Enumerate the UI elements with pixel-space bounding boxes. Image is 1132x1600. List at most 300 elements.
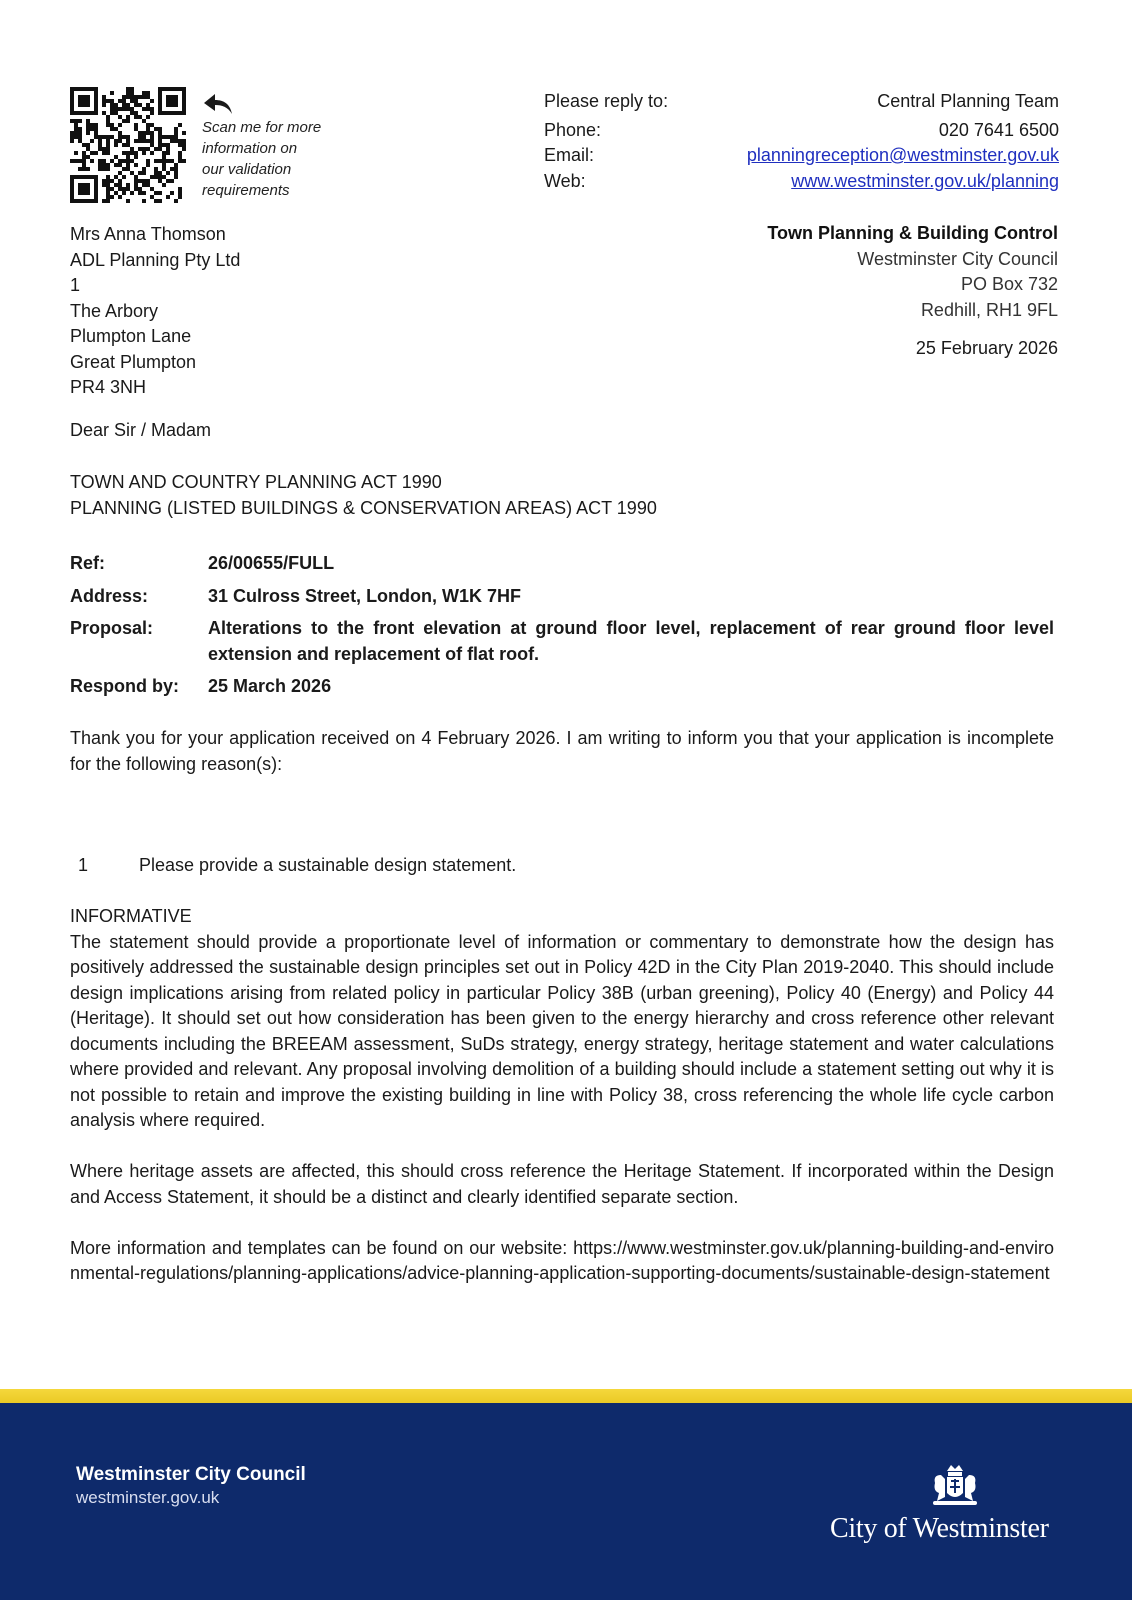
qr-module: [182, 91, 186, 95]
qr-module: [114, 175, 118, 179]
qr-module: [82, 87, 86, 91]
qr-module: [122, 167, 126, 171]
qr-module: [106, 143, 110, 147]
qr-module: [154, 167, 158, 171]
detail-label: Proposal:: [70, 618, 154, 638]
qr-module: [170, 95, 174, 99]
qr-module: [98, 147, 102, 151]
informative-heading: INFORMATIVE: [70, 906, 192, 926]
qr-module: [122, 119, 126, 123]
qr-module: [134, 95, 138, 99]
qr-module: [94, 91, 98, 95]
qr-module: [170, 103, 174, 107]
qr-module: [182, 131, 186, 135]
qr-module: [142, 191, 146, 195]
qr-module: [78, 99, 82, 103]
qr-module: [102, 147, 106, 151]
reply-label: Please reply to:: [544, 91, 669, 111]
qr-module: [142, 179, 146, 183]
qr-module: [170, 135, 174, 139]
qr-module: [158, 131, 162, 135]
qr-module: [142, 183, 146, 187]
qr-module: [122, 187, 126, 191]
qr-module: [150, 143, 154, 147]
qr-module: [166, 147, 170, 151]
qr-module: [178, 195, 182, 199]
qr-module: [82, 191, 86, 195]
council-line: Westminster City Council: [857, 248, 1058, 269]
qr-module: [118, 187, 122, 191]
qr-module: [166, 143, 170, 147]
qr-module: [122, 103, 126, 107]
qr-module: [98, 143, 102, 147]
qr-module: [94, 127, 98, 131]
qr-module: [106, 99, 110, 103]
qr-caption-line: Scan me for more: [202, 119, 322, 136]
qr-module: [162, 135, 166, 139]
qr-module: [78, 159, 82, 163]
qr-module: [170, 167, 174, 171]
qr-module: [94, 95, 98, 99]
qr-module: [118, 131, 122, 135]
qr-module: [90, 175, 94, 179]
qr-module: [110, 123, 114, 127]
qr-module: [86, 183, 90, 187]
qr-code[interactable]: [70, 87, 186, 203]
qr-module: [94, 179, 98, 183]
qr-module: [114, 139, 118, 143]
qr-module: [158, 147, 162, 151]
qr-module: [158, 111, 162, 115]
qr-module: [182, 107, 186, 111]
qr-module: [162, 183, 166, 187]
qr-module: [94, 99, 98, 103]
qr-module: [130, 111, 134, 115]
qr-module: [106, 135, 110, 139]
qr-module: [110, 195, 114, 199]
qr-module: [166, 135, 170, 139]
qr-module: [70, 191, 74, 195]
qr-module: [86, 175, 90, 179]
qr-module: [146, 163, 150, 167]
qr-module: [122, 159, 126, 163]
qr-module: [106, 191, 110, 195]
reply-team: Central Planning Team: [877, 91, 1059, 111]
qr-module: [142, 151, 146, 155]
email-link[interactable]: planningreception@westminster.gov.uk: [746, 145, 1059, 165]
qr-module: [110, 179, 114, 183]
qr-module: [114, 191, 118, 195]
qr-module: [126, 119, 130, 123]
qr-module: [122, 151, 126, 155]
recipient-line: Great Plumpton: [70, 351, 197, 372]
qr-module: [174, 175, 178, 179]
qr-module: [130, 91, 134, 95]
qr-module: [162, 163, 166, 167]
qr-module: [134, 139, 138, 143]
qr-module: [162, 159, 166, 163]
qr-module: [86, 127, 90, 131]
qr-module: [126, 187, 130, 191]
recipient-line: Mrs Anna Thomson: [70, 224, 226, 244]
qr-module: [82, 183, 86, 187]
qr-module: [126, 91, 130, 95]
qr-module: [118, 107, 122, 111]
qr-module: [82, 159, 86, 163]
respond-by-date: 25 March 2026: [208, 676, 332, 696]
qr-module: [174, 199, 178, 203]
qr-module: [158, 99, 162, 103]
footer-brand-name: City of Westminster: [830, 1513, 1049, 1544]
qr-module: [118, 171, 122, 175]
qr-module: [106, 139, 110, 143]
qr-module: [134, 175, 138, 179]
footer-url: westminster.gov.uk: [76, 1488, 220, 1507]
qr-module: [166, 179, 170, 183]
qr-module: [138, 179, 142, 183]
qr-module: [90, 199, 94, 203]
phone-number: 020 7641 6500: [938, 119, 1059, 140]
qr-module: [174, 127, 178, 131]
qr-module: [142, 139, 146, 143]
qr-module: [106, 195, 110, 199]
detail-row-proposal: [70, 616, 1054, 667]
qr-module: [122, 135, 126, 139]
qr-module: [182, 103, 186, 107]
qr-module: [146, 103, 150, 107]
qr-module: [134, 183, 138, 187]
qr-module: [170, 111, 174, 115]
qr-module: [114, 111, 118, 115]
recipient-line: PR4 3NH: [70, 377, 147, 397]
qr-module: [70, 139, 74, 143]
qr-module: [166, 151, 170, 155]
qr-module: [74, 123, 78, 127]
qr-module: [166, 159, 170, 163]
qr-module: [158, 91, 162, 95]
qr-module: [146, 131, 150, 135]
qr-module: [106, 199, 110, 203]
qr-module: [78, 191, 82, 195]
qr-module: [166, 95, 170, 99]
qr-module: [78, 139, 82, 143]
detail-label: Ref:: [70, 553, 105, 573]
qr-module: [118, 159, 122, 163]
qr-module: [158, 179, 162, 183]
informative-paragraph: Where heritage assets are affected, this should cross reference the Heritage Statement. If incorporated within the Design and Access Statement, it should be a distinct and clearly identified separate section.: [70, 1161, 1054, 1207]
qr-module: [158, 199, 162, 203]
qr-module: [102, 199, 106, 203]
qr-module: [106, 183, 110, 187]
qr-module: [126, 143, 130, 147]
qr-module: [118, 195, 122, 199]
qr-module: [162, 155, 166, 159]
reason-number: 1: [78, 855, 89, 875]
qr-module: [82, 151, 86, 155]
qr-module: [110, 135, 114, 139]
qr-module: [178, 143, 182, 147]
qr-module: [134, 99, 138, 103]
reason-text: Please provide a sustainable design statement.: [139, 855, 517, 875]
qr-module: [78, 187, 82, 191]
qr-module: [90, 123, 94, 127]
qr-module: [158, 95, 162, 99]
qr-module: [106, 119, 110, 123]
qr-module: [102, 103, 106, 107]
qr-module: [178, 139, 182, 143]
qr-module: [142, 147, 146, 151]
qr-module: [134, 103, 138, 107]
qr-module: [114, 127, 118, 131]
qr-module: [154, 175, 158, 179]
detail-row-ref: [70, 551, 1054, 577]
qr-module: [158, 191, 162, 195]
qr-module: [70, 179, 74, 183]
qr-module: [138, 191, 142, 195]
qr-module: [106, 187, 110, 191]
coat-of-arms-icon: [925, 1463, 985, 1507]
qr-module: [110, 107, 114, 111]
qr-module: [162, 175, 166, 179]
qr-module: [98, 163, 102, 167]
qr-module: [70, 195, 74, 199]
qr-module: [102, 111, 106, 115]
qr-module: [78, 131, 82, 135]
qr-module: [178, 191, 182, 195]
qr-module: [138, 171, 142, 175]
qr-module: [94, 107, 98, 111]
qr-module: [86, 131, 90, 135]
qr-module: [86, 147, 90, 151]
qr-module: [78, 175, 82, 179]
qr-module: [90, 139, 94, 143]
qr-module: [174, 167, 178, 171]
qr-module: [182, 159, 186, 163]
qr-module: [146, 183, 150, 187]
qr-module: [158, 159, 162, 163]
qr-module: [110, 187, 114, 191]
qr-module: [82, 111, 86, 115]
qr-module: [146, 91, 150, 95]
qr-module: [170, 87, 174, 91]
qr-module: [126, 107, 130, 111]
qr-module: [102, 163, 106, 167]
qr-module: [174, 131, 178, 135]
qr-module: [182, 143, 186, 147]
qr-caption-line: our validation: [202, 161, 292, 178]
qr-module: [126, 167, 130, 171]
qr-module: [70, 111, 74, 115]
qr-module: [86, 167, 90, 171]
qr-module: [178, 151, 182, 155]
qr-module: [74, 135, 78, 139]
qr-module: [154, 171, 158, 175]
qr-module: [158, 175, 162, 179]
qr-module: [82, 163, 86, 167]
web-link[interactable]: www.westminster.gov.uk/planning: [791, 170, 1059, 191]
qr-module: [158, 127, 162, 131]
qr-module: [70, 119, 74, 123]
qr-module: [114, 143, 118, 147]
qr-module: [166, 111, 170, 115]
phone-label: Phone:: [544, 119, 602, 140]
qr-module: [150, 111, 154, 115]
qr-module: [94, 183, 98, 187]
qr-module: [170, 191, 174, 195]
qr-module: [142, 91, 146, 95]
qr-module: [106, 179, 110, 183]
qr-module: [86, 95, 90, 99]
detail-row-respond-by: [70, 674, 1054, 700]
proposal-text: Alterations to the front elevation at ground floor level, replacement of rear ground floor level extension and replacement of flat roof.: [208, 618, 1054, 664]
qr-module: [118, 123, 122, 127]
qr-module: [90, 151, 94, 155]
qr-module: [86, 191, 90, 195]
qr-module: [70, 187, 74, 191]
qr-module: [174, 103, 178, 107]
qr-module: [182, 99, 186, 103]
qr-module: [70, 159, 74, 163]
qr-module: [94, 191, 98, 195]
qr-module: [122, 99, 126, 103]
qr-module: [114, 155, 118, 159]
qr-module: [130, 151, 134, 155]
qr-module: [150, 107, 154, 111]
qr-module: [126, 103, 130, 107]
qr-module: [90, 159, 94, 163]
intro-paragraph: Thank you for your application received on 4 February 2026. I am writing to inform you that your application is incomplete for the following reason(s):: [70, 728, 1054, 774]
qr-module: [74, 131, 78, 135]
qr-module: [106, 163, 110, 167]
qr-module: [78, 103, 82, 107]
qr-module: [126, 115, 130, 119]
qr-module: [94, 87, 98, 91]
council-address: [767, 221, 1058, 323]
qr-module: [130, 147, 134, 151]
qr-module: [130, 159, 134, 163]
qr-module: [146, 95, 150, 99]
qr-module: [174, 87, 178, 91]
qr-module: [134, 151, 138, 155]
qr-module: [82, 99, 86, 103]
qr-module: [110, 127, 114, 131]
qr-module: [86, 143, 90, 147]
qr-module: [70, 103, 74, 107]
qr-module: [94, 131, 98, 135]
qr-module: [126, 87, 130, 91]
qr-module: [78, 199, 82, 203]
department-name: Town Planning & Building Control: [767, 223, 1058, 243]
qr-module: [94, 111, 98, 115]
qr-module: [94, 199, 98, 203]
qr-module: [174, 99, 178, 103]
qr-module: [146, 159, 150, 163]
qr-module: [134, 155, 138, 159]
qr-module: [158, 87, 162, 91]
qr-module: [134, 123, 138, 127]
footer-council-name: Westminster City Council: [76, 1464, 306, 1485]
qr-module: [182, 111, 186, 115]
informative-paragraph: More information and templates can be found on our website: https://www.westminster.gov.uk/planning-building-and-environmental-regulations/planning-applications/advice-planning-application-supporting-documents/sustainable-design-statement: [70, 1237, 1054, 1283]
qr-module: [130, 95, 134, 99]
qr-module: [86, 155, 90, 159]
qr-module: [102, 183, 106, 187]
qr-module: [102, 159, 106, 163]
qr-module: [182, 139, 186, 143]
detail-label: Address:: [70, 585, 149, 606]
application-details: [70, 551, 1054, 707]
qr-module: [74, 175, 78, 179]
informative-paragraph: The statement should provide a proportionate level of information or commentary to demonstrate how the design has positively addressed the sustainable design principles set out in Policy 42D in the City Plan 2019-2040. This should include design implications arising from related policy in particular Policy 38B (urban greening), Policy 40 (Energy) and Policy 44 (Heritage). It should set out how consideration has been given to the energy hierarchy and cross reference other relevant documents including the BREEAM assessment, SuDs strategy, energy strategy, heritage statement and water calculations where provided and relevant. Any proposal involving demolition of a building should include a statement setting out why it is not possible to retain and improve the existing building in line with Policy 38, cross referencing the whole life cycle carbon analysis where required.: [70, 931, 1054, 1130]
qr-module: [134, 127, 138, 131]
qr-module: [146, 107, 150, 111]
qr-module: [166, 99, 170, 103]
qr-module: [182, 87, 186, 91]
qr-module: [146, 139, 150, 143]
qr-module: [158, 135, 162, 139]
qr-module: [98, 159, 102, 163]
qr-module: [138, 135, 142, 139]
qr-module: [110, 91, 114, 95]
qr-module: [82, 95, 86, 99]
qr-module: [106, 151, 110, 155]
qr-module: [150, 135, 154, 139]
qr-module: [170, 99, 174, 103]
qr-module: [110, 99, 114, 103]
qr-module: [170, 179, 174, 183]
qr-module: [102, 135, 106, 139]
qr-module: [82, 155, 86, 159]
qr-module: [118, 163, 122, 167]
qr-caption-line: information on: [202, 140, 298, 157]
qr-module: [174, 135, 178, 139]
qr-module: [90, 127, 94, 131]
qr-module: [178, 123, 182, 127]
qr-module: [146, 115, 150, 119]
qr-module: [162, 167, 166, 171]
recipient-line: Plumpton Lane: [70, 326, 192, 346]
qr-module: [78, 87, 82, 91]
qr-module: [138, 95, 142, 99]
informative-section: [70, 904, 1054, 1312]
qr-module: [82, 199, 86, 203]
qr-module: [142, 167, 146, 171]
council-line: Redhill, RH1 9FL: [920, 299, 1058, 320]
qr-module: [150, 151, 154, 155]
qr-module: [114, 107, 118, 111]
qr-module: [82, 187, 86, 191]
qr-module: [130, 99, 134, 103]
qr-module: [134, 187, 138, 191]
qr-module: [166, 87, 170, 91]
qr-module: [90, 111, 94, 115]
qr-module: [70, 135, 74, 139]
qr-module: [78, 95, 82, 99]
qr-module: [178, 87, 182, 91]
email-label: Email:: [544, 145, 595, 165]
qr-module: [122, 175, 126, 179]
qr-module: [158, 107, 162, 111]
qr-module: [130, 171, 134, 175]
salutation: Dear Sir / Madam: [70, 420, 212, 440]
qr-module: [154, 191, 158, 195]
recipient-line: 1: [70, 275, 81, 295]
qr-module: [74, 199, 78, 203]
qr-module: [118, 135, 122, 139]
qr-module: [138, 187, 142, 191]
qr-module: [142, 95, 146, 99]
qr-module: [178, 159, 182, 163]
